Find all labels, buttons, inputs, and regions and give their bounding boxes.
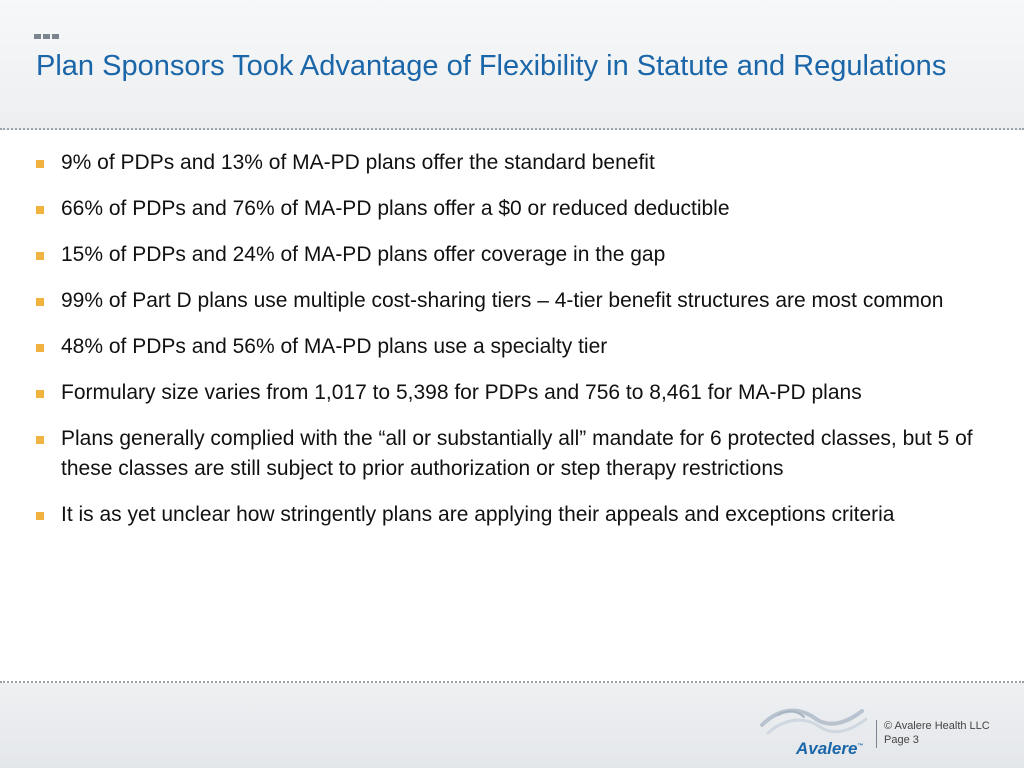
bullet-text: 99% of Part D plans use multiple cost-sharing tiers – 4-tier benefit structures are most common xyxy=(61,289,944,312)
copyright-text: © Avalere Health LLC xyxy=(884,720,990,732)
bullet-item xyxy=(36,424,976,484)
bullet-item xyxy=(36,378,976,408)
header-divider xyxy=(0,128,1024,130)
bullet-item xyxy=(36,286,976,316)
bullet-text: 66% of PDPs and 76% of MA-PD plans offer a $0 or reduced deductible xyxy=(61,197,730,220)
slide-footer xyxy=(0,683,1024,768)
square-bullet-icon xyxy=(36,512,44,520)
slide-header xyxy=(0,0,1024,130)
slide-content xyxy=(36,148,976,530)
bullet-item xyxy=(36,148,976,178)
avalere-logo xyxy=(758,703,870,759)
bullet-item xyxy=(36,194,976,224)
square-bullet-icon xyxy=(36,252,44,260)
bullet-text: Plans generally complied with the “all or substantially all” mandate for 6 protected classes, but 5 of these classes are still subject to prior authorization or step therapy restrictions xyxy=(61,427,973,480)
bullet-text: Formulary size varies from 1,017 to 5,398 for PDPs and 756 to 8,461 for MA-PD plans xyxy=(61,381,862,404)
square-bullet-icon xyxy=(36,160,44,168)
bullet-text: 9% of PDPs and 13% of MA-PD plans offer the standard benefit xyxy=(61,151,655,174)
bullet-text: It is as yet unclear how stringently plans are applying their appeals and exceptions criteria xyxy=(61,503,895,526)
square-bullet-icon xyxy=(36,298,44,306)
bullet-item xyxy=(36,500,976,530)
bullet-item xyxy=(36,240,976,270)
bullet-item xyxy=(36,332,976,362)
bullet-list xyxy=(36,148,976,530)
slide-title: Plan Sponsors Took Advantage of Flexibility in Statute and Regulations xyxy=(36,50,947,82)
three-dots-icon xyxy=(34,34,59,39)
logo-wordmark: Avalere™ xyxy=(796,739,864,758)
footer-separator xyxy=(876,720,877,748)
page-number: Page 3 xyxy=(884,734,919,746)
square-bullet-icon xyxy=(36,390,44,398)
bullet-text: 15% of PDPs and 24% of MA-PD plans offer coverage in the gap xyxy=(61,243,666,266)
square-bullet-icon xyxy=(36,436,44,444)
square-bullet-icon xyxy=(36,344,44,352)
bullet-text: 48% of PDPs and 56% of MA-PD plans use a specialty tier xyxy=(61,335,608,358)
wave-swoosh-icon xyxy=(758,703,870,743)
square-bullet-icon xyxy=(36,206,44,214)
